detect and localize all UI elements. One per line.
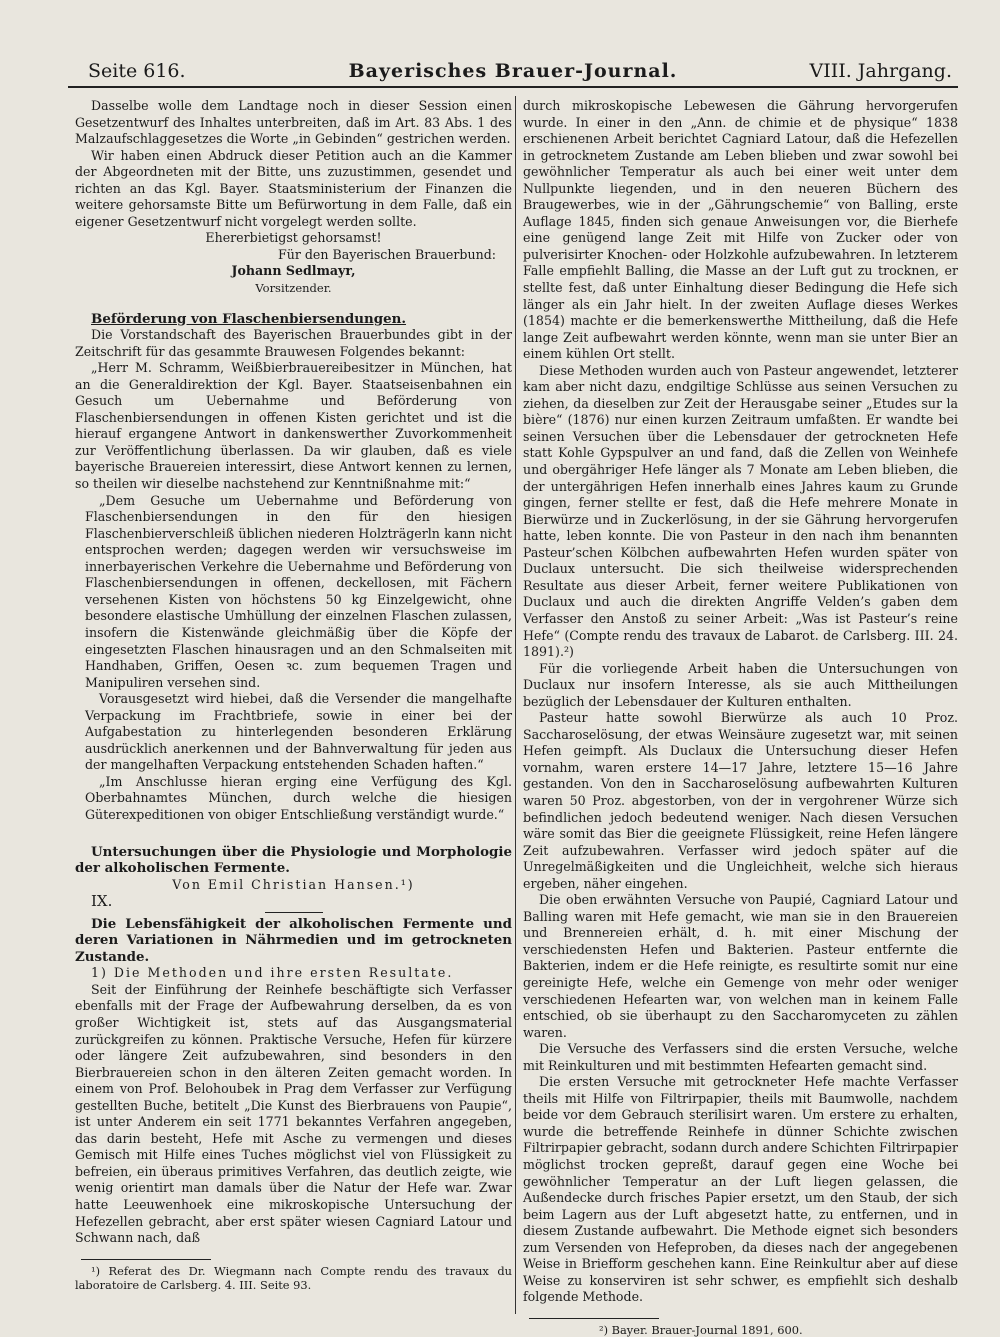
closing-salutation: Ehererbietigst gehorsamst! bbox=[205, 230, 382, 246]
petition-paragraph: Wir haben einen Abdruck dieser Petition auch an die Kammer der Abgeordneten mit der Bitte, uns zuzustimmen, gesendet und richten an das Kgl. Bayer. Staatsministerium der Finanzen die weitere gehorsamste Bitte um Befürwortung in dem Falle, daß ein eigener Gesetzentwurf nicht vorgelegt werden sollte. bbox=[75, 147, 512, 229]
short-rule bbox=[265, 912, 323, 913]
journal-title: Bayerisches Brauer-Journal. bbox=[348, 60, 678, 82]
signer-role: Vorsitzender. bbox=[255, 281, 332, 296]
chapter-heading: Die Lebensfähigkeit der alkoholischen Fermente und deren Variationen in Nährmedien und im getrockneten Zustande. bbox=[75, 915, 512, 965]
footnote: ¹) Referat des Dr. Wiegmann nach Compte rendu des travaux du laboratoire de Carlsberg. 4. III. Seite 93. bbox=[75, 1263, 512, 1292]
article-paragraph: Die oben erwähnten Versuche von Paupié, Cagniard Latour und Balling waren mit Hefe gemacht, wie man sie in den Brauereien und Brennereien erhält, d. h. mit einer Mischung der verschiedensten Hefen und Bakterien. Pasteur entfernte die Bakterien, indem er die Hefe reinigte, es resultirte somit nur eine gereinigte Hefe, welche ein Gemenge von mehr oder weniger verschiedenen Hefearten war, von welchen man in keinem Falle entschied, ob sie überhaupt zu den Saccharomyceten zu zählen waren. bbox=[523, 892, 958, 1040]
quoted-paragraph: Vorausgesetzt wird hiebei, daß die Versender die mangelhafte Verpackung im Frachtbriefe, sowie in einer bei der Aufgabestation zu hinterlegenden besonderen Erklärung ausdrücklich anerkennen und der Bahnverwaltung für jeden aus der mangelhaften Verpackung entstehenden Schaden haften.“ bbox=[85, 691, 512, 773]
section-heading: Beförderung von Flaschenbiersendungen. bbox=[91, 310, 407, 327]
article-paragraph: Seit der Einführung der Reinhefe beschäftigte sich Verfasser ebenfalls mit der Frage der Aufbewahrung derselben, da es von großer Wichtigkeit ist, stets auf das Ausgangsmaterial zurückgreifen zu können. Praktische Versuche, Hefen für kürzere oder längere Zeit aufzubewahren, sind besonders in den Bierbrauereien schon in den älteren Zeiten gemacht worden. In einem von Prof. Belohoubek in Prag dem Verfasser zur Verfügung gestellten Buche, betitelt „Die Kunst des Bierbrauens von Paupie“, ist unter Anderem ein seit 1771 bekanntes Verfahren angegeben, das darin besteht, Hefe mit Asche zu vermengen und dieses Gemisch mit Hilfe eines Tuches möglichst viel von Flüssigkeit zu befreien, ein überaus primitives Verfahren, das deutlich zeigte, wie wenig orientirt man damals über die Natur der Hefe war. Zwar hatte Leeuwenhoek eine mikroskopische Untersuchung der Hefezellen gebracht, aber erst später wiesen Cagniard Latour und Schwann nach, daß bbox=[75, 981, 512, 1246]
article-paragraph: „Herr M. Schramm, Weißbierbrauereibesitzer in München, hat an die Generaldirektion der Kgl. Bayer. Staatseisenbahnen ein Gesuch um Uebernahme und Beförderung von Flaschenbiersendungen in offenen Kisten gerichtet und ist die hierauf ergangene Antwort in dankenswerther Zuvorkommenheit zur Veröffentlichung überlassen. Da wir glauben, daß es viele bayerische Brauereien interessirt, diese Antwort kennen zu lernen, so theilen wir dieselbe nachstehend zur Kenntnißnahme mit:“ bbox=[75, 360, 512, 492]
article-paragraph: Für die vorliegende Arbeit haben die Untersuchungen von Duclaux nur insofern Interesse, als sie auch Mittheilungen bezüglich der Lebensdauer der Kulturen enthalten. bbox=[523, 660, 958, 709]
volume-year: VIII. Jahrgang. bbox=[809, 60, 952, 82]
left-column bbox=[75, 98, 512, 1292]
quoted-paragraph: „Dem Gesuche um Uebernahme und Beförderung von Flaschenbiersendungen in den für den hiesigen Flaschenbierverschleiß üblichen niederen Holzträgerln kann nicht entsprochen werden; dagegen werden wir versuchsweise im innerbayerischen Verkehre die Uebernahme und Beförderung von Flaschenbiersendungen in offenen, deckellosen, mit Fächern versehenen Kisten von höchstens 50 kg Einzelgewicht, ohne besondere elastische Umhüllung der einzelnen Flaschen zulassen, insofern die Kistenwände gleichmäßig über die Köpfe der eingesetzten Flaschen hinausragen und an den Schmalseiten mit Handhaben, Griffen, Oesen ꝛc. zum bequemen Tragen und Manipuliren versehen sind. bbox=[85, 492, 512, 690]
petition-paragraph: Dasselbe wolle dem Landtage noch in dieser Session einen Gesetzentwurf des Inhaltes unterbreiten, daß im Art. 83 Abs. 1 des Malzaufschlaggesetzes die Worte „in Gebinden“ gestrichen werden. bbox=[75, 98, 512, 147]
article-paragraph: Diese Methoden wurden auch von Pasteur angewendet, letzterer kam aber nicht dazu, endgiltige Schlüsse aus seinen Versuchen zu ziehen, da dieselben zur Zeit der Herausgabe seiner „Etudes sur la bière“ (1876) nur einen kurzen Zeitraum umfaßten. Er wandte bei seinen Versuchen über die Lebensdauer der getrockneten Hefe statt Kohle Gypspulver an und fand, daß die Zellen von Weinhefe und obergähriger Hefe länger als 7 Monate am Leben blieben, die der untergährigen Hefen innerhalb eines Jahres kaum zu Grunde gingen, ferner stellte er fest, daß die Hefe mehrere Monate in Bierwürze und in Zuckerlösung, in der sie Gährung hervorgerufen hatte, leben konnte. Die von Pasteur in den nach ihm benannten Pasteur’schen Kölbchen aufbewahrten Hefen wurden später von Duclaux untersucht. Die sich theilweise widersprechenden Resultate aus dieser Arbeit, ferner weitere Publikationen von Duclaux und auch die direkten Angriffe Velden’s gaben dem Verfasser den Anstoß zu seiner Arbeit: „Was ist Pasteur’s reine Hefe“ (Compte rendu des travaux de Labarot. de Carlsberg. III. 24. 1891).²) bbox=[523, 362, 958, 660]
footnote-rule bbox=[529, 1318, 659, 1319]
article-paragraph: Die Vorstandschaft des Bayerischen Brauerbundes gibt in der Zeitschrift für das gesammte Brauwesen Folgendes bekannt: bbox=[75, 327, 512, 359]
quoted-paragraph: „Im Anschlusse hieran erging eine Verfügung des Kgl. Oberbahnamtes München, durch welche die hiesigen Güterexpeditionen von obiger Entschließung verständigt wurde.“ bbox=[85, 773, 512, 822]
footnote-rule bbox=[81, 1259, 211, 1260]
footnote: ²) Bayer. Brauer-Journal 1891, 600. bbox=[599, 1322, 803, 1337]
article-paragraph: Pasteur hatte sowohl Bierwürze als auch 10 Proz. Saccharoselösung, der etwas Weinsäure zugesetzt war, mit seinen Hefen geimpft. Als Duclaux die Untersuchung dieser Hefen vornahm, waren erstere 14—17 Jahre, letztere 15—16 Jahre gestanden. Von den in Saccharoselösung aufbewahrten Kulturen waren 50 Proz. abgestorben, von der in vergohrener Würze sich befindlichen jedoch bedeutend weniger. Nach diesen Versuchen wäre somit das Bier die geeignete Flüssigkeit, reine Hefen längere Zeit aufzubewahren. Verfasser wird jedoch später auf die Unregelmäßigkeiten und die Ungleichheit, welche sich hieraus ergeben, näher eingehen. bbox=[523, 710, 958, 891]
signer-name: Johann Sedlmayr, bbox=[231, 263, 356, 279]
article-title: Untersuchungen über die Physiologie und Morphologie der alkoholischen Fermente. bbox=[75, 843, 512, 877]
part-number: IX. bbox=[91, 892, 113, 911]
column-divider bbox=[515, 96, 516, 1314]
article-paragraph: Die ersten Versuche mit getrockneter Hefe machte Verfasser theils mit Hilfe von Filtrirpapier, theils mit Baumwolle, nachdem beide vor dem Gebrauch sterilisirt waren. Um erstere zu erhalten, wurde die betreffende Reinhefe in dünner Schichte zwischen Filtrirpapier gebracht, sodann durch andere Schichten Filtrirpapier möglichst trocken gepreßt, darauf gegen eine Woche bei gewöhnlicher Temperatur an der Luft liegen gelassen, die Außendecke durch frisches Papier ersetzt, um den Staub, der sich beim Lagern aus der Luft abgesetzt hatte, zu entfernen, und in diesem Zustande aufbewahrt. Die Methode eignet sich besonders zum Versenden von Hefeproben, da dieses nach der angegebenen Weise in Briefform geschehen kann. Eine Reinkultur aber auf diese Weise zu konserviren ist sehr schwer, es empfiehlt sich deshalb folgende Methode. bbox=[523, 1074, 958, 1305]
right-column bbox=[523, 98, 958, 1337]
article-paragraph: Die Versuche des Verfassers sind die ersten Versuche, welche mit Reinkulturen und mit bestimmten Hefearten gemacht sind. bbox=[523, 1041, 958, 1073]
article-paragraph: durch mikroskopische Lebewesen die Gährung hervorgerufen wurde. In einer in den „Ann. de chimie et de physique“ 1838 erschienenen Arbeit berichtet Cagniard Latour, daß die Hefezellen in getrocknetem Zustande am Leben blieben und zwar sowohl bei gewöhnlicher Temperatur als auch bei einer weit unter dem Nullpunkte liegenden, und in den neueren Büchern des Braugewerbes, wie in der „Gährungschemie“ von Balling, erste Auflage 1845, finden sich genaue Anweisungen vor, die Bierhefe eine genügend lange Zeit mit Hilfe von Zucker oder von pulverisirter Knochen- oder Holzkohle aufzubewahren. In letzterem Falle empfiehlt Balling, die Masse an der Luft gut zu trocknen, er stellte fest, daß unter Einhaltung dieser Bedingung die Hefe sich länger als ein Jahr hielt. In der zweiten Auflage dieses Werkes (1854) machte er die bemerkenswerthe Mittheilung, daß die Hefe lange Zeit aufbewahrt werden könnte, wenn man sie unter Bier an einem kühlen Ort stellt. bbox=[523, 98, 958, 362]
subsection-heading: 1) Die Methoden und ihre ersten Resultate. bbox=[91, 965, 454, 981]
author-byline: Von Emil Christian Hansen.¹) bbox=[172, 876, 415, 892]
page-header bbox=[68, 60, 958, 88]
signature-line: Für den Bayerischen Brauerbund: bbox=[277, 246, 496, 262]
page-number: Seite 616. bbox=[88, 60, 186, 82]
